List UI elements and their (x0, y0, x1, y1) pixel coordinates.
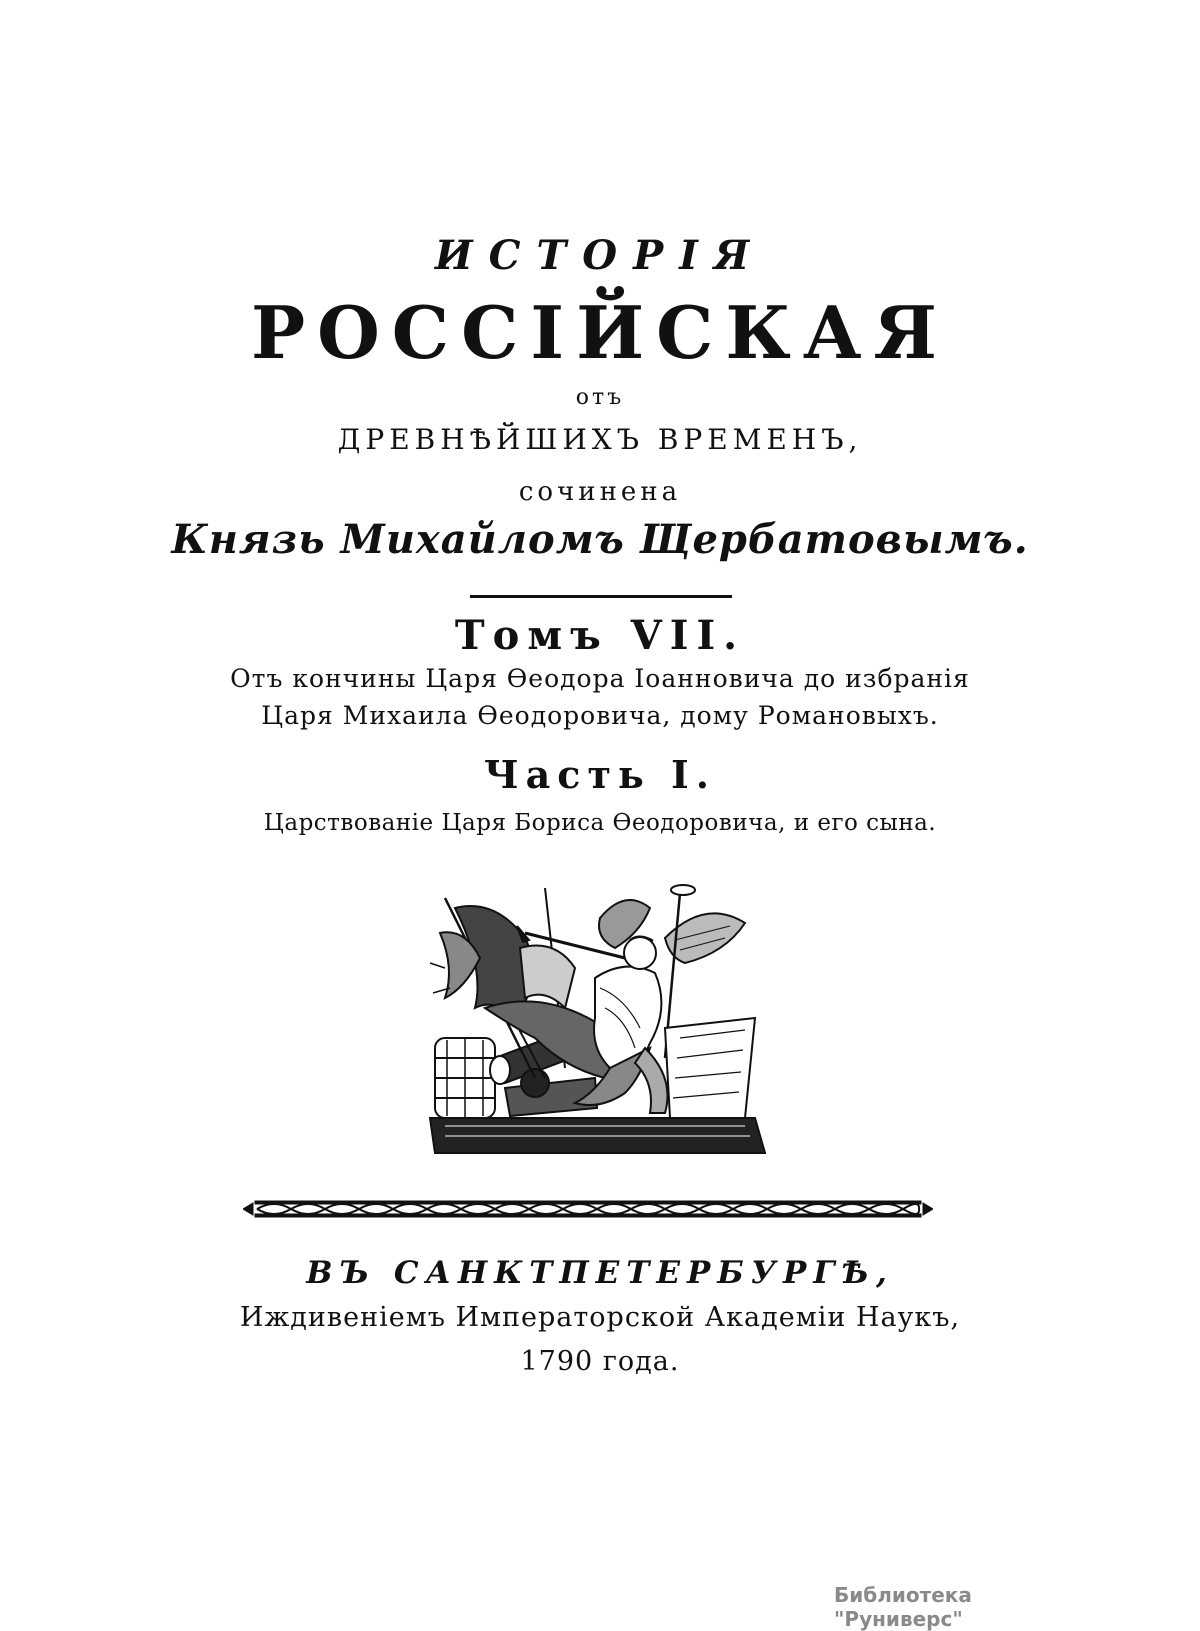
part-label: Часть I. (483, 752, 717, 797)
imprint-year: 1790 года. (520, 1346, 680, 1377)
author-line: Князь Михайломъ Щербатовымъ. (171, 516, 1029, 563)
library-watermark: Библиотека "Руниверс" (834, 1583, 972, 1631)
volume-label: Томъ VII. (454, 612, 746, 659)
title-line-2: РОССІЙСКАЯ (250, 290, 950, 375)
volume-description-2: Царя Михаила Ѳеодоровича, дому Романовыхъ. (261, 701, 939, 730)
title-line-4: ДРЕВНѢЙШИХЪ ВРЕМЕНЪ, (337, 423, 863, 456)
title-line-5: сочинена (518, 477, 682, 507)
title-line-1: ИСТОРІЯ (434, 232, 766, 279)
imprint-city: ВЪ САНКТПЕТЕРБУРГѢ, (306, 1255, 894, 1291)
volume-description-1: Отъ кончины Царя Ѳеодора Іоанновича до избранія (230, 664, 970, 693)
divider-rule (470, 595, 732, 598)
vignette-engraving-icon (425, 878, 770, 1158)
imprint-publisher: Иждивеніемъ Императорской Академіи Наукъ, (239, 1302, 961, 1333)
ornament-border-icon (243, 1198, 933, 1220)
title-line-3: отъ (575, 385, 625, 410)
part-description: Царствованіе Царя Бориса Ѳеодоровича, и его сына. (263, 810, 937, 836)
